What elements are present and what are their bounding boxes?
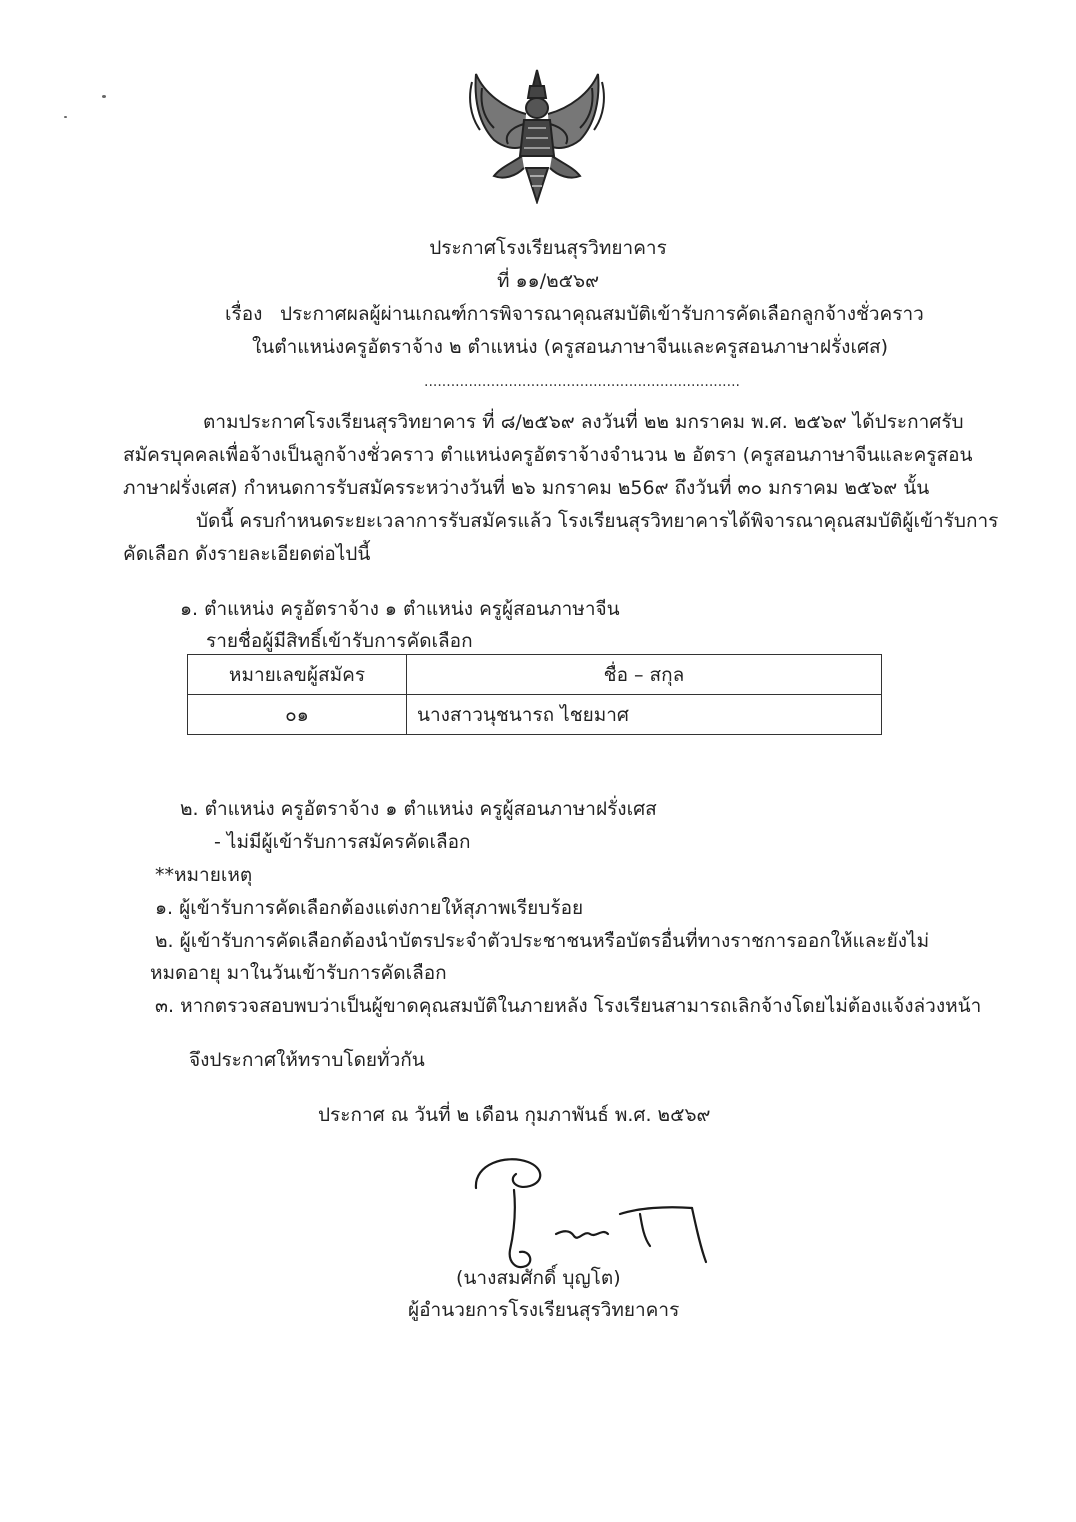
position-2-heading: ๒. ตำแหน่ง ครูอัตราจ้าง ๑ ตำแหน่ง ครูผู้สอนภาษาฝรั่งเศส [180, 798, 657, 820]
table-row [188, 695, 882, 735]
paragraph-2-line-2: คัดเลือก ดังรายละเอียดต่อไปนี้ [123, 543, 371, 565]
subject-line-1: ประกาศผลผู้ผ่านเกณฑ์การพิจารณาคุณสมบัติเข้ารับการคัดเลือกลูกจ้างชั่วคราว [280, 303, 924, 325]
announcement-number: ที่ ๑๑/๒๕๖๙ [497, 270, 599, 292]
position-1-subheading: รายชื่อผู้มีสิทธิ์เข้ารับการคัดเลือก [206, 630, 473, 652]
paragraph-1-line-1: ตามประกาศโรงเรียนสุรวิทยาคาร ที่ ๘/๒๕๖๙ ลงวันที่ ๒๒ มกราคม พ.ศ. ๒๕๖๙ ได้ประกาศรับ [203, 411, 964, 433]
remarks-heading: **หมายเหตุ [155, 864, 253, 886]
signer-name: (นางสมศักดิ์ บุญโต) [456, 1267, 621, 1289]
column-header-full-name: ชื่อ – สกุล [407, 655, 882, 695]
garuda-emblem-icon [464, 68, 610, 204]
remark-item-2-line-1: ๒. ผู้เข้ารับการคัดเลือกต้องนำบัตรประจำตัวประชาชนหรือบัตรอื่นที่ทางราชการออกให้และยังไม่ [155, 930, 930, 952]
paragraph-1-line-2: สมัครบุคคลเพื่อจ้างเป็นลูกจ้างชั่วคราว ตำแหน่งครูอัตราจ้างจำนวน ๒ อัตรา (ครูสอนภาษาจีนและครูสอน [123, 444, 973, 466]
table-header-row [188, 655, 882, 695]
remark-item-2-line-2: หมดอายุ มาในวันเข้ารับการคัดเลือก [150, 962, 447, 984]
applicant-name-cell: นางสาวนุชนารถ ไชยมาศ [407, 695, 882, 735]
scan-speck [64, 116, 67, 118]
column-header-applicant-number: หมายเลขผู้สมัคร [188, 655, 407, 695]
separator-dots: ....................................................................... [424, 374, 740, 390]
position-1-heading: ๑. ตำแหน่ง ครูอัตราจ้าง ๑ ตำแหน่ง ครูผู้สอนภาษาจีน [180, 598, 620, 620]
position-2-note: - ไม่มีผู้เข้ารับการสมัครคัดเลือก [214, 831, 471, 853]
remark-item-1: ๑. ผู้เข้ารับการคัดเลือกต้องแต่งกายให้สุภาพเรียบร้อย [155, 897, 584, 919]
paragraph-2-line-1: บัดนี้ ครบกำหนดระยะเวลาการรับสมัครแล้ว โรงเรียนสุรวิทยาคารได้พิจารณาคุณสมบัติผู้เข้ารับการ [196, 510, 999, 532]
announcement-title: ประกาศโรงเรียนสุรวิทยาคาร [429, 237, 667, 259]
announcement-date: ประกาศ ณ วันที่ ๒ เดือน กุมภาพันธ์ พ.ศ. ๒๕๖๙ [318, 1104, 711, 1126]
signer-title: ผู้อำนวยการโรงเรียนสุรวิทยาคาร [408, 1299, 680, 1321]
remark-item-3: ๓. หากตรวจสอบพบว่าเป็นผู้ขาดคุณสมบัติในภายหลัง โรงเรียนสามารถเลิกจ้างโดยไม่ต้องแจ้งล่วงหน้า [155, 995, 982, 1017]
applicant-table [187, 654, 882, 735]
paragraph-1-line-3: ภาษาฝรั่งเศส) กำหนดการรับสมัครระหว่างวันที่ ๒๖ มกราคม ๒56๙ ถึงวันที่ ๓๐ มกราคม ๒๕๖๙ นั้น [123, 477, 930, 499]
subject-line-2: ในตำแหน่งครูอัตราจ้าง ๒ ตำแหน่ง (ครูสอนภาษาจีนและครูสอนภาษาฝรั่งเศส) [252, 336, 889, 358]
closing-announcement: จึงประกาศให้ทราบโดยทั่วกัน [189, 1049, 425, 1071]
scan-speck [102, 95, 106, 98]
handwritten-signature [470, 1150, 720, 1280]
applicant-number-cell: ๐๑ [188, 695, 407, 735]
subject-label: เรื่อง [225, 303, 263, 325]
